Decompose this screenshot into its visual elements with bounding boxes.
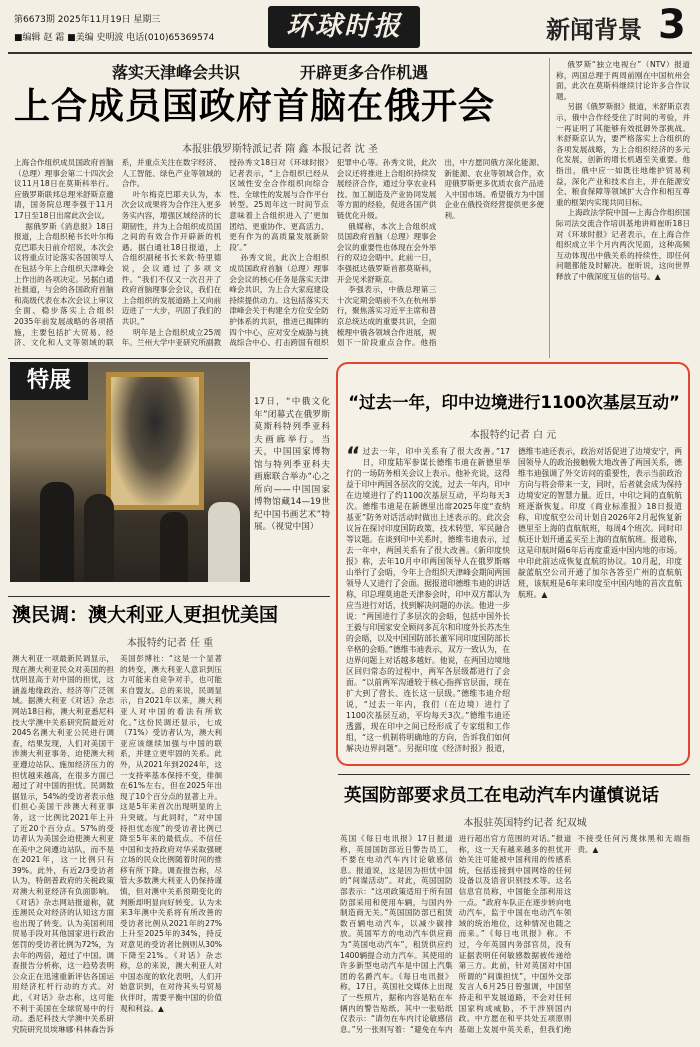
india-paragraph: “ 过去一年，印中关系有了很大改善。”17日，印度陆军参谋长德维韦迪在新德里举行的一场防务相关会议上表示。他补充说，这得益于印中两国各层次的交流，过去一年内，印中在边境进行了约1100次基层互动，平均每天3次。德维韦迪是在新德里出席2025年度“查纳基亚”防务对话活动时做出上述表示的。此次会议旨在探讨印度国防政策、技术转型、军民融合等议题。在谈到印中关系时，德维韦迪表示，过去一年中，两国关系有了很大改善。《新印度快报》称，去年10月中印两国领导人在俄罗斯喀山举行了会晤，今年上合组织天津峰会期间两国领导人又进行了会面。据报道印德维韦迪的讲话称，印总理莫迪赴天津参会时，印中双方都认为应当进行对话，找到解决问题的办法。他进一步说：“两国进行了多层次的会晤，包括中国外长王毅与印国家安全顾问多瓦尔和印度外长苏杰生的会晤，以及中国国防部长董军同印度国防部长辛格的会晤。”德维韦迪表示，双方一致认为，在边界问题上对话越多越好。他说，在两国边境地区回归常态的过程中，两军各层级都进行了会面。“以前两军沟通较于核心指挥官层面，现在扩大到了营长、连长这一层级。”德维韦迪介绍说，“过去一年内，我们（在边境）进行了1100次基层互动，平均每天3次。”德维韦迪还透露，现在印中之间已经形成了专家组和工作组，“这一机制将明确地的方向，告诉我们如何解决边界问题”。另据印度《经济时报》报道，德维韦迪还表示，政治对话促进了边境安宁，两国领导人的政治接触极大地改善了两国关系，德维韦迪强调了外交访问的重要性，表示当前政治方向与将会带来一支，同时，后者就会成为保持边境安定的智慧力量。近日，中印之间的直航航班逐渐恢复。印度《商业标准报》18日报道称，印度航空公司计划自2026年2月起恢复新德里至上海的直航航班，每周4个班次。同时印航还计划开通孟买至上海的直航航班。报道称，这是印航时隔6年后再度重返中国内地的市场。中印此前达成恢复直航的协议。10月起，印度靛蓝航空公司开通了加尔各答至广州的直航航班，该航班是6年来印度至中国内地的首次直航航班。▲ <box>346 444 682 753</box>
column-divider <box>549 58 550 358</box>
page-number: 3 <box>658 2 686 48</box>
australia-paragraph: 澳大利亚一项最新民调显示，现在澳大利亚民众对美国的担忧明显高于对中国的担忧，这涵盖地缘政治、经济等广泛领域。据澳大利亚《对话》杂志网站18日称，澳大利亚悉尼科技大学澳中关系研究院最近对2045名澳大利亚公民进行调查，结果发现，人们对美国干涉澳大利亚事务、迫使澳大利亚遵边站队、施加经济压力的担忧越来越高，在很多方面已超过了对中国的担忧。民调数据显示，54%的受访者表示他们担心美国干涉澳大利亚事务，这一比例比2021年上升了近20个百分点。57%的受访者认为美国会迫使澳大利亚在美中之间遵边站队，而不是在2021年，这一比例只有39%。此外，有近2/3受访者认为，特朗普政府的关税政策对澳大利亚经济有负面影响。《对话》杂志网站报道称，就连澳民众对经济的认知这方面也出现了转变。认为美国利用贸易手段对其他国家进行政治惩罚的受访者比例为72%，为去年的两倍，超过了中国。调查报告分析称，这一趋势表明公众正在迅速重新评估各国运用经济杠杆行动的方式。对此，《对话》杂志称，这可能不利于美国在全球贸易中的行动。悉尼科技大学澳中关系研究院研究员埃琳娜·科林森告诉美国彭博社：“这是一个显著的转变，澳大利亚人意识到压力可能来自竞争对手，也可能来自盟友。总的来说，民调显示，自2021年以来，澳大利亚人对中国的看法有所软化。”这份民调还显示，七成（71%）受访者认为，澳大利亚应该继续加强与中国的联系，并建立更牢固的关系。此外，从2021年到2024年，这一支持率基本保持不变，徘徊在61%左右，但在2025年出现了10个百分点的显著上升。这是5年来首次出现明显的上升突破。与此同时，“对中国持担忧态度”的受访者比例已降至5年来的最低点。不信任中国和支持政府对华采取强硬立场的民众比例随着时间的推移有所下降。调查报告称，尽管大多数澳大利亚人仍保持谨慎，但对澳中关系预期变化的判断却明显向好转变。认为未来3年澳中关系将有所改善的受访者比例从2021年的27%上升至2025年的34%，持反对意见的受访者比例则从30%下降至21%。《对话》杂志称，总的来说，澳大利亚人对中国态度的软化表明，人们开始意识到，在对待其头号贸易伙伴时，需要平衡中国的价值观和利益。▲ <box>12 654 222 1034</box>
section-rule <box>338 774 690 775</box>
lead-paragraph: 叶尔梅克巴耶夫认为，本次会议成果将为合作注入更多务实内容，增强区域经济的长期韧性，并为上合组织成员国之间的有效合作开辟新的机遇。据白通社18日报道，上合组织副秘书长米欽·特里德说，会议通过了多项文件。“我们不仅又一次召开了政府首脑理事会会议，我们在上合组织的发展道路上又向前迈进了一大步，巩固了我们的共识。” <box>121 189 222 326</box>
india-story-box <box>336 362 690 766</box>
uk-body <box>340 834 690 1042</box>
masthead <box>0 0 700 56</box>
lead-paragraph: 俄媒称，本次上合组织成员国政府首脑（总理）理事会会议的重要性也体现在会外举行的双边会晤中。此前一日，李强抵达俄罗斯首都莫斯科，开会见米舒斯京。 <box>336 221 437 284</box>
australia-headline: 澳民调：澳大利亚人更担忧美国 <box>12 604 279 626</box>
section-rule <box>8 358 328 359</box>
lead-paragraph: 上海政法学院中国—上海合作组织国际司法交流合作培训基地讲师崔昕18日对《环球时报》记者表示，在上海合作组织成立半个月内两次见面，这种高频互动体现出中俄关系的持续性，即任何问题都能及时解决。崔昕说，这向世界释放了中俄深度互信的信号。▲ <box>556 208 690 281</box>
masthead-rule <box>8 52 692 54</box>
feature-caption: 17日，“中俄文化年”闭幕式在俄罗斯莫斯科特列季亚科夫画廊举行。当天，中国国家博物馆与特列季亚科夫画廊联合举办“心之所向——中国国家博物馆藏14—19世纪中国书画艺术”特展。（视觉中国） <box>254 397 330 532</box>
visitor-silhouette <box>84 494 114 582</box>
visitor-silhouette <box>160 512 188 582</box>
issue-line: 第6673期 2025年11月19日 星期三 <box>14 15 161 25</box>
lead-paragraph: 俄罗斯“独立电视台”（NTV）报道称，两国总理于两周前刚在中国杭州会面，此次在莫斯科继续讨论许多合作议题。 <box>556 60 690 101</box>
lead-body <box>14 158 544 352</box>
lead-kicker-right: 开辟更多合作机遇 <box>300 63 429 82</box>
lead-kicker-left: 落实天津峰会共识 <box>112 63 241 82</box>
lead-byline: 本报驻俄罗斯特派记者 隋 鑫 本报记者 沈 圣 <box>182 144 378 155</box>
painting-canvas <box>111 377 199 505</box>
uk-headline: 英国防部要求员工在电动汽车内谨慎说话 <box>344 786 659 806</box>
uk-byline: 本报驻英国特约记者 纪双城 <box>463 818 587 829</box>
uk-paragraph: 英国《每日电讯报》17日报道称，英国国防部近日警告员工，不要在电动汽车内讨论敏感信息。报道说，这是因为担忧中国的“间谍活动”。对此，英国国防部表示：“这项政策适用于所有国防部采用和使用车辆，与国内外制造商无关。”英国国防部已租赁数百辆电动汽车，以减少碳排放。英国军方的电动汽车供应商为“英国电动汽车”，租赁供应约1400辆提合动力汽车。其使用的许多新型电动汽车是中国上汽集团的名爵汽车。《每日电讯报》称，17日，英国社交媒体上出现了一些照片，据称内容是粘在车辆内的警告贴纸。其中一张贴纸仅表示：“请勿在车内讨论敏感信息。”另一张则写着：“避免在车内进行超出官方范围的对话。”报道称，这一天有越来越多的担忧开始关注可能被中国利用的传感系统，包括连接到中国网络的任何设备以及语音识别技术等。这名信息官员称，中国能全部利用这一点。“政府车队正在逐步转向电动汽车，监于中国在电动汽车领域的统治地位，这种情况也随之而来。”《每日电讯报》称。不过，今年英国内务部官员，没有证据表明任何敏感数据被传递给第三方。此前，针对英国对中国所谓的“间谍担忧”，中国外交部发言人6月25日曾强调，中国坚持走和平发展道路，不会对任何国家构成威胁，不干涉别国内政。中方愿在和平共处五项原则基础上发展中英关系，但我们绝不接受任何污蔑抹黑和无端指责。▲ <box>340 834 690 1034</box>
painting-frame <box>106 372 204 510</box>
australia-body <box>12 654 330 1042</box>
visitor-silhouette <box>40 482 74 582</box>
india-body <box>346 446 682 758</box>
lead-paragraph: 孙秀文说，此次上合组织成员国政府首脑（总理）理事会会议的核心任务是落实天津峰会共识，为上合大家庭建设持续提供动力。这包括落实天津峰会关于构建全方位安全防护体系的共识，推进已揭牌的四个中心，应对安全威胁与挑战综合中心、打击跨国有组织犯罪中心等。孙秀文说，此次会议还将推进上合组织持续发展经济合作，通过分享农业科技、加工制造及产业协同发展等方面的经验，促进各国产供链优化升级。 <box>229 158 437 348</box>
australia-byline: 本报特约记者 任 重 <box>126 638 214 649</box>
feature-badge: 特展 <box>10 362 88 400</box>
india-headline: “过去一年，印中边境进行1100次基层互动” <box>348 393 680 412</box>
lead-paragraph: 李强表示，中俄总理第三十次定期会晤前不久在杭州举行，聚焦落实习近平主席和普京总统达成的重要共识，全面梳理中俄各领域合作进展，规划下一阶段重点合作。他指出，中方愿同俄方深化能源、新能源、农业等领域合作，欢迎俄罗斯更多优质农食产品进入中国市场。希望俄方为中国企业在俄投资经营提供更多便利。 <box>336 158 544 348</box>
editors-line: ■编辑 赵 霜 ■美编 史明波 电话(010)65369574 <box>14 33 215 43</box>
india-byline: 本报特约记者 白 元 <box>469 430 557 441</box>
visitor-silhouette <box>208 502 240 582</box>
section-rule <box>8 596 330 597</box>
lead-body-right-column <box>556 60 690 360</box>
lead-paragraph: 另据《俄罗斯报》报道，米舒斯京表示，俄中合作经受住了时间的考验，并一再证明了其能够有效抵御外部挑战。米舒斯京认为，要严格落实上合组织的各项发展战略，为上合组织经济的多元化发展，创新的增长机遇至关重要。他指出，俄中应一如既往地维护贸易利益，深化产业和技术自主，并在能源安全、粮食保障等领域扩大合作和相互尊重的框架内实现共同目标。 <box>556 102 690 207</box>
lead-paragraph: 据俄罗斯《消息报》18日报道，上合组织秘书长叶尔梅克巴耶夫日前介绍说，本次会议将重点讨论落实各国领导人在包括今年上合组织天津峰会上作出的各项决定。另据白通社报道，与会的各国政府首脑和高级代表在本次会议上审议全面、稳步落实上合组织2035年前发展战略的各项措施，主要包括扩大贸易、经济、文化和人文等领域的联系，并重点关注在数字经济、人工智能、绿色产业等领域的合作。 <box>14 158 222 348</box>
section-label: 新闻背景 <box>546 16 642 44</box>
lead-paragraph: 明年是上合组织成立25周年。兰州大学中亚研究所副教授孙秀文18日对《环球时报》记者表示，“上合组织已经从区域性安全合作组织向综合性、全球性的发展与合作平台转型。25周年这一时间节点意味着上合组织进入了‘更加团结、更重协作、更高活力、更有作为的高质量发展新阶段’。” <box>121 158 329 348</box>
feature-photo <box>10 362 250 582</box>
newspaper-logo: 环球时报 <box>268 6 420 48</box>
lead-paragraph: 上海合作组织成员国政府首脑（总理）理事会第二十四次会议11月18日在莫斯科举行。应俄罗斯联邦总理米舒斯京邀请，国务院总理李强于11月17日至18日出席此次会议。 <box>14 158 114 220</box>
drop-cap-quote: “ <box>346 444 361 469</box>
lead-headline: 上合成员国政府首脑在俄开会 <box>14 86 496 127</box>
